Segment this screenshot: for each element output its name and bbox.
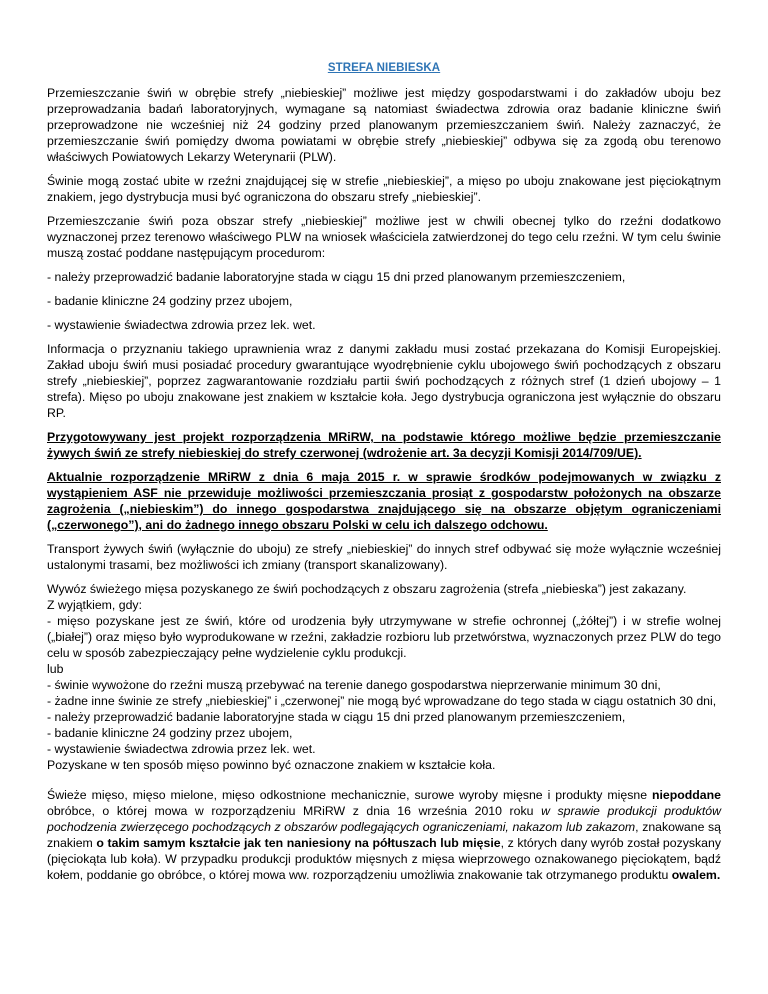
paragraph-3: Przemieszczanie świń poza obszar strefy „niebieskiej” możliwe jest w chwili obecnej tylko do rzeźni dodatkowo wyznaczonej przez terenowo właściwego PLW na wniosek właściciela zatwierdzonej do tego celu rzeźni. W tym celu świnie muszą zostać poddane następującym procedurom: <box>47 214 721 260</box>
p9-italic-1: w sprawie produkcji produktów pochodzenia zwierzęcego pochodzących z obszarów podlegających ograniczeniami, nakazom lub zakazom <box>47 804 722 834</box>
p9-bold-2: o takim samym kształcie jak ten naniesiony na półtuszach lub mięsie <box>96 836 501 850</box>
paragraph-9-marking <box>47 787 721 883</box>
p9-text-1: Świeże mięso, mięso mielone, mięso odkostnione mechanicznie, surowe wyroby mięsne i produkty mięsne <box>47 788 652 802</box>
paragraph-6-bold-underlined: Aktualnie rozporządzenie MRiRW z dnia 6 maja 2015 r. w sprawie środków podejmowanych w związku z wystąpieniem ASF nie przewiduje możliwości przemieszczania prosiąt z gospodarstw położonych na obszarze zagrożenia („niebieskim”) do innego gospodarstwa znajdującego się na obszarze objętym ograniczeniami („czerwonego”), ani do żadnego innego obszaru Polski w celu ich dalszego odchowu. <box>47 470 721 532</box>
paragraph-4: Informacja o przyznaniu takiego uprawnienia wraz z danymi zakładu musi zostać przekazana do Komisji Europejskiej. Zakład uboju świń musi posiadać procedury gwarantujące wyodrębnienie cyklu ubojowego świń pochodzących z obszaru strefy „niebieskiej”, poprzez zagwarantowanie rozdziału partii świń pochodzących z różnych stref (1 dzień ubojowy – 1 strefa). Mięso po uboju znakowane jest znakiem w kształcie koła. Jego dystrybucja ograniczona jest wyłącznie do obszaru RP. <box>47 342 721 420</box>
export-line-2: Z wyjątkiem, gdy: <box>47 598 142 612</box>
paragraph-2: Świnie mogą zostać ubite w rzeźni znajdującej się w strefie „niebieskiej”, a mięso po uboju znakowane jest pięciokątnym znakiem, jego dystrybucja musi być ograniczona do obszaru strefy „niebieskiej”. <box>47 174 721 204</box>
export-line-8: - badanie kliniczne 24 godziny przez ubojem, <box>47 726 293 740</box>
p9-bold-1: niepoddane <box>651 788 721 802</box>
page-title: STREFA NIEBIESKA <box>327 62 441 74</box>
p9-text-3: , znakowane są znakiem <box>47 820 721 850</box>
p9-text-4: , z których dany wyrób został pozyskany (pięciokąta lub koła). W przypadku produkcji produktów mięsnych z mięsa wieprzowego oznakowanego pięciokątem, bądź kołem, poddanie go obróbce, o której mowa ww. rozporządzeniu umożliwia znakowanie tak otrzymanego produktu <box>47 836 721 882</box>
p9-bold-3: owalem. <box>671 868 721 882</box>
export-line-3: - mięso pozyskane jest ze świń, które od urodzenia były utrzymywane w strefie ochronnej („żółtej”) i w strefie wolnej („białej”) oraz mięso było wyprodukowane w rzeźni, zakładzie rozbioru lub przetwórstwa, wyznaczonych przez PLW do tego celu w sposób zabezpieczający pełne wydzielenie cyklu produkcji. <box>47 614 721 660</box>
export-line-9: - wystawienie świadectwa zdrowia przez lek. wet. <box>47 742 316 756</box>
paragraph-1: Przemieszczanie świń w obrębie strefy „niebieskiej” możliwe jest między gospodarstwami i do zakładów uboju bez przeprowadzania badań laboratoryjnych, wymagane są natomiast świadectwa zdrowia oraz badanie kliniczne świń przeprowadzone nie wcześniej niż 24 godziny przed planowanym przemieszczaniem świń. Należy zaznaczyć, że przemieszczanie świń pomiędzy dwoma powiatami w obrębie strefy „niebieskiej” odbywa się za zgodą obu terenowo właściwych Powiatowych Lekarzy Weterynarii (PLW). <box>47 86 721 164</box>
export-line-7: - należy przeprowadzić badanie laboratoryjne stada w ciągu 15 dni przed planowanym przemieszczeniem, <box>47 710 626 724</box>
p9-text-2: obróbce, o której mowa w rozporządzeniu MRiRW z dnia 16 września 2010 roku <box>47 804 542 818</box>
procedure-item-3: - wystawienie świadectwa zdrowia przez lek. wet. <box>47 318 316 332</box>
export-line-4: lub <box>47 662 64 676</box>
procedure-item-1: - należy przeprowadzić badanie laboratoryjne stada w ciągu 15 dni przed planowanym przemieszczeniem, <box>47 270 626 284</box>
procedure-item-2: - badanie kliniczne 24 godziny przez ubojem, <box>47 294 293 308</box>
export-line-1: Wywóz świeżego mięsa pozyskanego ze świń pochodzących z obszaru zagrożenia (strefa „niebieska”) jest zakazany. <box>47 582 687 596</box>
export-line-10: Pozyskane w ten sposób mięso powinno być oznaczone znakiem w kształcie koła. <box>47 758 496 772</box>
export-line-6: - żadne inne świnie ze strefy „niebieskiej” i „czerwonej” nie mogą być wprowadzane do tego stada w ciągu ostatnich 30 dni, <box>47 694 717 708</box>
paragraph-7: Transport żywych świń (wyłącznie do uboju) ze strefy „niebieskiej” do innych stref odbywać się może wyłącznie wcześniej ustalonymi trasami, bez możliwości ich zmiany (transport skanalizowany). <box>47 542 721 572</box>
paragraph-8-export-rules <box>47 581 721 773</box>
paragraph-5-bold-underlined: Przygotowywany jest projekt rozporządzenia MRiRW, na podstawie którego możliwe będzie przemieszczanie żywych świń ze strefy niebieskiej do strefy czerwonej (wdrożenie art. 3a decyzji Komisji 2014/709/UE). <box>47 430 721 460</box>
export-line-5: - świnie wywożone do rzeźni muszą przebywać na terenie danego gospodarstwa nieprzerwanie minimum 30 dni, <box>47 678 661 692</box>
